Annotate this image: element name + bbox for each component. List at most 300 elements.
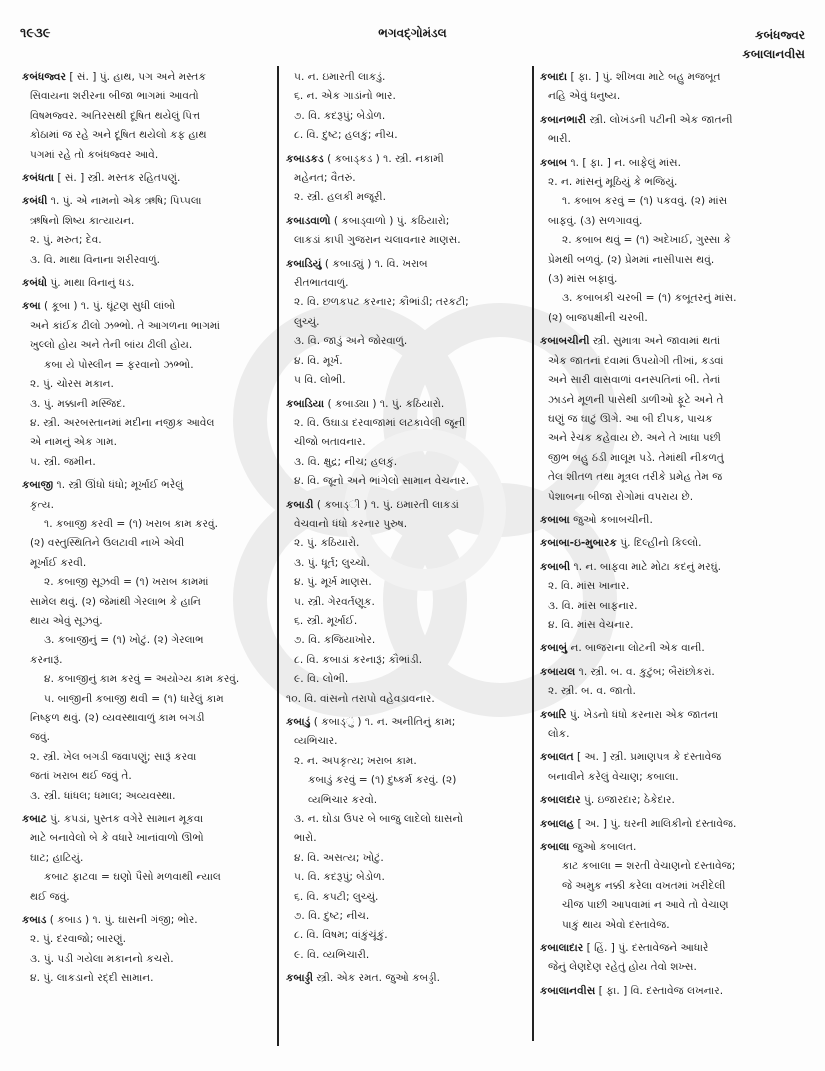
entry-line — [286, 752, 526, 771]
definition-text: તેલ શીતળ તથા મૂત્રલ તરીકે પ્રમેહ તેમ જ — [548, 471, 723, 484]
headword: કબાડકડ — [286, 152, 324, 165]
entry-definition-line — [540, 534, 812, 553]
headword: કબાલાનવીસ — [540, 984, 596, 997]
entry-line — [286, 107, 526, 126]
dictionary-entry — [540, 982, 812, 1001]
definition-text: સ્ત્રી. લોખંડની પટીની એક જાતની — [589, 113, 733, 126]
entry-definition-line — [540, 111, 812, 130]
definition-text: મૂર્ખાઈ કરવી. — [30, 556, 87, 569]
entry-line — [22, 888, 272, 907]
entry-line — [540, 916, 812, 935]
definition-text: [ હિં. ] પું. દસ્તાવેજને આધારે — [586, 942, 709, 955]
entry-definition-line — [22, 169, 272, 188]
definition-text: ૭. વિ. દુષ્ટ; નીચ. — [294, 910, 370, 923]
entry-line — [286, 907, 526, 926]
definition-text: ૧. ન. બાફવા માટે મોટા કદનું મરઘું. — [573, 560, 722, 573]
definition-text: પું. ખેડનો ધંધો કરનારા એક જાતના — [569, 708, 719, 721]
entry-line — [22, 593, 272, 612]
entry-line — [286, 453, 526, 472]
definition-text: ૨. ન. અપકૃત્ય; ખરાબ કામ. — [294, 754, 417, 767]
definition-text: ૧. [ ફા. ] ન. બાફેલું માંસ. — [570, 156, 681, 169]
definition-text: ૪. વિ. મૂર્ખ. — [294, 354, 343, 367]
definition-text: અને કાંઈક ઢીલો ઝભ્ભો. તે આગળના ભાગમાં — [30, 319, 221, 332]
entry-line — [22, 146, 272, 165]
entry-line — [540, 231, 812, 250]
definition-text: વ્યભિચાર કરવો. — [308, 793, 378, 806]
definition-text: કબાડું કરવું = (૧) દુષ્કર્મ કરવું. (૨) — [308, 774, 457, 787]
entry-line — [22, 453, 272, 472]
definition-text: નહિ એવું ધનુષ્ય. — [548, 90, 621, 103]
entry-line — [22, 554, 272, 573]
entry-line — [22, 930, 272, 949]
definition-text: સ્ત્રી. સુમાત્રા અને જાવામાં થતાં — [592, 335, 721, 348]
headword: કબંધતા — [22, 172, 54, 185]
entry-line — [286, 472, 526, 491]
entry-line — [22, 317, 272, 336]
definition-text: ૯. વિ. લોભી. — [294, 673, 349, 686]
entry-line — [286, 554, 526, 573]
entry-line — [22, 612, 272, 631]
definition-text: ૨. વિ. છળકપટ કરનાર; કૌભાંડી; તરકટી; — [294, 296, 469, 309]
definition-text: પું. દિલ્હીનો કિલ્લો. — [620, 537, 702, 550]
entry-line — [286, 274, 526, 293]
dictionary-entry — [286, 969, 526, 988]
definition-text: કાટ કબાલા = શરતી વેચાણનો દસ્તાવેજ; — [562, 860, 736, 873]
entry-line — [540, 192, 812, 211]
book-title: ભગવદ્ગોમંડલ — [378, 26, 447, 40]
entry-definition-line — [540, 639, 812, 658]
definition-text: નિષ્ફળ થવું. (૨) વ્યવસ્થાવાળું કામ બગડી — [30, 712, 205, 724]
entry-line — [286, 433, 526, 452]
definition-text: ( કૂબા ) ૧. પું. ઘૂંટણ સુધી લાંબો — [43, 300, 176, 313]
definition-text: ન. બાજરાના લોટની એક વાની. — [570, 642, 705, 655]
definition-text: વ્યભિચાર. — [294, 735, 338, 748]
definition-text: ઘણું જ ઘાટું ઊગે. આ બી દીપક, પાચક — [548, 412, 713, 425]
definition-text: ૩. પું. ધૂર્ત; લુચ્ચો. — [294, 556, 370, 569]
headword: કબાલાદાર — [540, 942, 584, 955]
definition-text: સામેલ થવું. (૨) જેમાંથી ગેરલાભ કે હાનિ — [30, 595, 201, 608]
entry-line — [540, 251, 812, 270]
entry-line — [540, 682, 812, 701]
dictionary-entry — [540, 639, 812, 658]
definition-text: પાકું થાય એવો દસ્તાવેજ. — [562, 918, 670, 931]
dictionary-entry — [540, 815, 812, 834]
entry-line — [286, 810, 526, 829]
entry-line — [22, 709, 272, 728]
entry-line — [22, 126, 272, 145]
dictionary-entry — [540, 558, 812, 636]
definition-text: ઋષિનો શિષ્ય કાત્યાયન. — [30, 214, 135, 227]
definition-text: ૧. કબાબ કરવું = (૧) પકવવું. (૨) માંસ — [562, 195, 728, 208]
definition-text: ૨. ન. માંસનું મૂઠિયું કે ભજિયું. — [548, 176, 678, 189]
headword: કબા — [22, 300, 41, 313]
entry-definition-line — [22, 911, 272, 930]
definition-text: ૩. વિ. જાડું અને જોરવાળું. — [294, 335, 408, 348]
definition-text: ૬. વિ. કપટી; લુચ્ચું. — [294, 890, 379, 903]
definition-text: ભારી. — [548, 133, 571, 146]
dictionary-entry — [286, 68, 526, 146]
definition-text: બાફવું. (૩) સળગાવવું. — [548, 214, 643, 227]
definition-text: ચીજ પાછી આપવામાં ન આવે તો વેચાણ — [562, 899, 729, 912]
guide-word-first: કબંધજ્વર — [755, 28, 805, 42]
definition-text: ૨. વિ. ઉઘાડા દરવાજામાં લટકાવેલી જૂની — [294, 416, 466, 429]
definition-text: ૩. કબાજીનું = (૧) ખોટું. (૨) ગેરલાભ — [44, 634, 204, 647]
entry-line — [540, 309, 812, 328]
definition-text: ૩. સ્ત્રી. ધાંધલ; ધમાલ; અવ્યવસ્થા. — [30, 789, 176, 802]
definition-text: જુઓ કબાબચીની. — [573, 513, 653, 526]
entry-line — [540, 896, 812, 915]
definition-text: ૫. સ્ત્રી. જમીન. — [30, 455, 96, 468]
dictionary-entry — [540, 534, 812, 553]
entry-line — [540, 212, 812, 231]
entry-line — [286, 849, 526, 868]
definition-text: જેનું લેણદેણ રહેતું હોય તેવો શખ્સ. — [548, 961, 697, 974]
definition-text: અને સારી વાસવાળાં વનસ્પતિનાં બી. તેનાં — [548, 374, 721, 387]
dictionary-entry — [286, 255, 526, 391]
headword: કબાડું — [286, 716, 311, 728]
entry-line — [540, 270, 812, 289]
definition-text: કબા યે પોસ્લીન = ફરવાનો ઝભ્ભો. — [44, 358, 194, 371]
entry-line — [22, 748, 272, 767]
entry-line — [286, 371, 526, 390]
definition-text: રીતભાતવાળું. — [294, 277, 349, 290]
entry-line — [22, 868, 272, 887]
definition-text: ૨. સ્ત્રી. ખેલ બગડી જવાપણું; સારૂં કરવા — [30, 750, 197, 763]
dictionary-entry — [540, 706, 812, 745]
entry-definition-line — [540, 706, 812, 725]
definition-text: ઘાટ; હાટિયું. — [30, 851, 84, 864]
definition-text: ( કબાડ્ું ) ૧. ન. અનીતિનું કામ; — [313, 716, 456, 728]
entry-definition-line — [22, 274, 272, 293]
entry-line — [286, 946, 526, 965]
entry-definition-line — [540, 748, 812, 767]
headword: કબાડ — [22, 914, 47, 927]
dictionary-entry — [540, 68, 812, 107]
definition-text: ઝાડને મૂળની પાસેથી ડાળીઓ ફૂટે અને તે — [548, 393, 724, 406]
headword: કબાડવાળો — [286, 214, 331, 227]
definition-text: ખુલ્લો હોય અને તેની બાંય ઢીલી હોય. — [30, 339, 193, 352]
definition-text: ૨. સ્ત્રી. બ. વ. જાતો. — [548, 685, 636, 698]
definition-text: ૭. વિ. કજિયાખોર. — [294, 634, 376, 647]
entry-line — [540, 87, 812, 106]
entry-line — [540, 468, 812, 487]
entry-line — [22, 787, 272, 806]
definition-text: પેશાબના બીજા રોગોમાં વપરાય છે. — [548, 490, 694, 503]
definition-text: કબાટ ફાટવા = ઘણો પૈસો મળવાથી ન્યાલ — [44, 871, 221, 884]
definition-text: ૯. વિ. વ્યભિચારી. — [294, 948, 370, 961]
definition-text: [ સં. ] સ્ત્રી. મસ્તક રહિતપણું. — [57, 172, 181, 185]
entry-definition-line — [22, 297, 272, 316]
entry-line — [22, 670, 272, 689]
definition-text: ૨. સ્ત્રી. હલકી મજૂરી. — [294, 191, 386, 204]
page-number: ૧૯૩૯ — [20, 26, 51, 41]
headword: કબાબું — [540, 642, 568, 655]
entry-line — [540, 130, 812, 149]
definition-text: ૧. પું. એ નામનો એક ઋષિ; પિપ્પલા — [50, 195, 202, 208]
definition-text: જીભ બહુ ઠંડી માલૂમ પડે. તેમાંથી નીકળતું — [548, 451, 724, 464]
entry-definition-line — [540, 939, 812, 958]
definition-text: જતાં ખરાબ થઈ જવું તે. — [30, 770, 132, 783]
dictionary-entry — [286, 395, 526, 492]
dictionary-entry — [22, 810, 272, 907]
entry-definition-line — [286, 212, 526, 231]
entry-definition-line — [540, 511, 812, 530]
definition-text: ૪. સ્ત્રી. અરબસ્તાનમાં મદીના નજીક આવેલ — [30, 416, 215, 429]
entry-line — [540, 173, 812, 192]
entry-line — [22, 573, 272, 592]
entry-line — [286, 293, 526, 312]
entry-line — [22, 690, 272, 709]
entry-definition-line — [540, 332, 812, 351]
entry-line — [22, 829, 272, 848]
entry-definition-line — [540, 982, 812, 1001]
entry-line — [540, 449, 812, 468]
entry-definition-line — [22, 810, 272, 829]
definition-text: [ અ. ] સ્ત્રી. પ્રમાણપત્ર કે દસ્તાવેજ — [577, 751, 722, 764]
entry-line — [286, 515, 526, 534]
entry-line — [22, 496, 272, 515]
entry-definition-line — [286, 969, 526, 988]
entry-line — [540, 857, 812, 876]
dictionary-entry — [286, 150, 526, 208]
entry-line — [286, 87, 526, 106]
definition-text: જુઓ કબાલત. — [572, 841, 637, 854]
dictionary-entry — [540, 511, 812, 530]
headword: કબંધી — [22, 195, 48, 208]
column-divider — [532, 66, 534, 1041]
entry-line — [22, 336, 272, 355]
dictionary-entry — [540, 748, 812, 787]
entry-line — [286, 169, 526, 188]
definition-text: (૨) બાજપક્ષીની ચરબી. — [548, 311, 648, 324]
definition-text: ૪. કબાજીનું કામ કરવું = અયોગ્ય કામ કરવું. — [44, 673, 240, 686]
entry-definition-line — [286, 496, 526, 515]
definition-text: ૧. કબાજી કરવી = (૧) ખરાબ કામ કરવું. — [44, 517, 218, 530]
definition-text: ૨. પું. કઠિયારો. — [294, 537, 360, 550]
definition-text: ૪. વિ. જૂનો અને ભાંગેલો સામાન વેચનાર. — [294, 475, 470, 488]
definition-text: મહેનત; વૈતરું. — [294, 172, 356, 185]
dictionary-entry — [540, 838, 812, 935]
entry-line — [22, 767, 272, 786]
entry-line — [22, 433, 272, 452]
entry-line — [22, 950, 272, 969]
definition-text: ૭. વિ. કદરૂપું; બેડોળ. — [294, 109, 386, 122]
definition-text: ૫. બાજીની કબાજી થવી = (૧) ધારેલું કામ — [44, 692, 224, 705]
entry-line — [540, 597, 812, 616]
headword: કબાયલ — [540, 665, 576, 678]
headword: કબાબ — [540, 156, 568, 169]
definition-text: ૫. ન. ઇમારતી લાકડું. — [294, 71, 386, 83]
definition-text: ( કબાડ્કડ ) ૧. સ્ત્રી. નકામી — [327, 152, 444, 165]
entry-definition-line — [22, 192, 272, 211]
definition-text: કરનારૂં. — [30, 653, 63, 666]
definition-text: ૪. પું. લાકડાનો રદ્દી સામાન. — [30, 972, 154, 985]
dictionary-entry — [22, 297, 272, 472]
entry-definition-line — [540, 558, 812, 577]
entry-line — [540, 768, 812, 787]
headword: કબાડિયું — [286, 257, 322, 270]
entry-line — [22, 631, 272, 650]
headword: કબાદા — [540, 71, 568, 83]
dictionary-entry — [22, 169, 272, 188]
definition-text: ૨. વિ. માંસ ખાનાર. — [548, 580, 630, 593]
definition-text: ૮. વિ. કબાડાં કરનારૂં; કૌભાંડી. — [294, 653, 423, 666]
entry-line — [22, 651, 272, 670]
entry-line — [286, 313, 526, 332]
dictionary-entry — [22, 274, 272, 293]
definition-text: ૩. પું. પડી ગયેલા મકાનનો કચરો. — [30, 952, 174, 965]
entry-line — [22, 728, 272, 747]
definition-text: ( કબાડ ) ૧. પું. ઘાસની ગંજી; ભોર. — [49, 914, 198, 927]
definition-text: પું. માથા વિનાનું ધડ. — [50, 277, 135, 290]
entry-line — [540, 725, 812, 744]
definition-text: ૨. કબાબ થવું = (૧) અદેખાઈ, ગુસ્સા કે — [562, 234, 731, 247]
definition-text: પગમાં રહે તો કબંધજ્વર આવે. — [30, 148, 159, 161]
definition-text: પું. ઇજારદાર; ઠેકેદાર. — [583, 794, 675, 807]
entry-line — [22, 534, 272, 553]
headword: કબાબી — [540, 560, 571, 573]
definition-text: કોઠામાં જ રહે અને દૂષિત થયેલો કફ હાથ — [30, 129, 207, 142]
definition-text: લોક. — [548, 728, 570, 740]
definition-text: [ અ. ] પું. ઘરની માલિકીનો દસ્તાવેજ. — [577, 817, 737, 830]
definition-text: અને રેચક કહેવાય છે. અને તે ખાધા પછી — [548, 432, 721, 445]
entry-definition-line — [540, 838, 812, 857]
definition-text: (૨) વસ્તુસ્થિતિને ઉલટાવી નાખે એવી — [30, 537, 185, 550]
headword: કબાજી — [22, 479, 54, 492]
definition-text: ( કબાડ્વાળો ) પું. કઠિયારો; — [333, 214, 450, 227]
dictionary-entry — [286, 713, 526, 965]
column-3 — [540, 68, 812, 1005]
definition-text: જે અમુક નક્કી કરેલા વખતમાં ખરીદેલી — [562, 879, 726, 892]
entry-line — [540, 410, 812, 429]
definition-text: ૪. વિ. માંસ વેચનાર. — [548, 618, 634, 631]
definition-text: ૩. ન. ઘોડા ઉપર બે બાજુ લાદેલો ઘાસનો — [294, 813, 464, 826]
headword: કબારિ — [540, 708, 567, 721]
dictionary-entry — [540, 663, 812, 702]
entry-line — [540, 577, 812, 596]
entry-line — [286, 651, 526, 670]
entry-definition-line — [286, 395, 526, 414]
definition-text: ૮. વિ. દુષ્ટ; હલકું; નીચ. — [294, 129, 398, 142]
definition-text: ૮. વિ. વિષમ; વાંકુંચૂંકું. — [294, 929, 388, 942]
definition-text: ૩. વિ. ક્ષુદ્ર; નીચ; હલકું. — [294, 455, 398, 468]
entry-line — [286, 612, 526, 631]
entry-line — [286, 670, 526, 689]
headword: કબાબા — [540, 513, 570, 526]
definition-text: જવું. — [30, 731, 50, 744]
entry-line — [540, 488, 812, 507]
definition-text: ભારો. — [294, 832, 317, 845]
column-divider — [277, 66, 279, 1046]
entry-definition-line — [540, 154, 812, 173]
entry-line — [540, 371, 812, 390]
entry-line — [22, 969, 272, 988]
definition-text: ૪. વિ. અસત્ય; ખોટું. — [294, 851, 384, 864]
definition-text: લુચ્ચું. — [294, 315, 320, 328]
guide-word-last: કબાલાનવીસ — [742, 47, 805, 61]
entry-line — [22, 515, 272, 534]
definition-text: ૨. કબાજી સૂઝવી = (૧) ખરાબ કામમાં — [44, 576, 209, 589]
entry-line — [286, 771, 526, 790]
entry-line — [540, 289, 812, 308]
entry-line — [22, 356, 272, 375]
entry-definition-line — [286, 255, 526, 274]
definition-text: પ્રેમથી બળવું. (૨) પ્રેમમાં નાસીપાસ થવું. — [548, 253, 715, 266]
entry-line — [286, 926, 526, 945]
definition-text: ૩. વિ. માથા વિનાના શરીરવાળું. — [30, 253, 160, 266]
headword: કબાટ — [22, 813, 47, 826]
entry-line — [286, 573, 526, 592]
entry-line — [540, 391, 812, 410]
definition-text: ૫. વિ. કદરૂપું; બેડોળ. — [294, 871, 385, 884]
headword: કબાનભારી — [540, 113, 587, 126]
definition-text: [ ફા. ] પું. શીખવા માટે બહુ મજબૂત — [570, 71, 721, 83]
definition-text: ( કબાડ્યા ) ૧. પું. કઠિયારો. — [327, 397, 445, 410]
entry-line — [22, 395, 272, 414]
definition-text: ૪. પું. મૂર્ખ માણસ. — [294, 576, 372, 589]
definition-text: થઈ જવું. — [30, 890, 70, 903]
definition-text: સ્ત્રી. એક રમત. જુઓ કબડ્ડી. — [316, 972, 441, 985]
definition-text: ૧. સ્ત્રી. બ. વ. કુટુંબ; બૈરાંછોકરાં. — [578, 665, 715, 678]
headword: કબાલત — [540, 751, 574, 764]
definition-text: પું. કપડાં, પુસ્તક વગેરે સામાન મૂકવા — [50, 813, 204, 826]
entry-definition-line — [22, 68, 272, 87]
definition-text: ૨. પું. દરવાજો; બારણું. — [30, 933, 126, 946]
headword: કબાબચીની — [540, 335, 590, 348]
headword: કબાડી — [286, 498, 314, 511]
definition-text: કૃત્ય. — [30, 498, 54, 511]
definition-text: ૧. સ્ત્રી ઊંધો ધંધો; મૂર્ખાઈ ભરેલું — [56, 479, 184, 492]
definition-text: ૧૦. વિ. વાંસનો તરાપો વહેવડાવનાર. — [286, 692, 435, 705]
entry-line — [22, 414, 272, 433]
definition-text: સિવાયના શરીરના બીજા ભાગમાં આવતો — [30, 90, 199, 103]
dictionary-entry — [540, 154, 812, 329]
headword: કબાલા — [540, 841, 570, 854]
definition-text: [ ફા. ] વિ. દસ્તાવેજ લખનાર. — [598, 984, 724, 997]
entry-line — [286, 534, 526, 553]
entry-definition-line — [540, 663, 812, 682]
dictionary-entry — [540, 111, 812, 150]
entry-line — [22, 212, 272, 231]
entry-line — [286, 868, 526, 887]
definition-text: વિષમજ્વર. અતિરસથી દૂષિત થયેલું પિત્ત — [30, 109, 201, 122]
definition-text: ૩. વિ. માંસ બાફનાર. — [548, 599, 638, 612]
definition-text: વેચવાનો ધંધો કરનાર પુરુષ. — [294, 517, 408, 530]
definition-text: એક જાતનાં દવામાં ઉપયોગી તીખાં, કડવાં — [548, 354, 724, 367]
entry-line — [286, 188, 526, 207]
headword: કબાડિયા — [286, 397, 325, 410]
dictionary-entry — [22, 192, 272, 270]
definition-text: ( કબાડ્યું ) ૧. વિ. ખરાબ — [324, 257, 428, 270]
column-2 — [286, 68, 526, 993]
entry-line — [22, 251, 272, 270]
entry-definition-line — [540, 68, 812, 87]
entry-line — [22, 87, 272, 106]
definition-text: ૬. સ્ત્રી. મૂર્ખાઈ. — [294, 614, 358, 627]
entry-line — [22, 849, 272, 868]
dictionary-entry — [22, 476, 272, 806]
dictionary-entry — [22, 68, 272, 165]
entry-line — [286, 352, 526, 371]
headword: કબંધજ્વર — [22, 71, 66, 83]
dictionary-entry — [286, 496, 526, 709]
definition-text: ૨. પું. ચોરસ મકાન. — [30, 378, 114, 391]
entry-line — [286, 231, 526, 250]
entry-definition-line — [22, 476, 272, 495]
entry-line — [286, 690, 526, 709]
definition-text: એ નામનું એક ગામ. — [30, 436, 117, 449]
entry-line — [286, 593, 526, 612]
